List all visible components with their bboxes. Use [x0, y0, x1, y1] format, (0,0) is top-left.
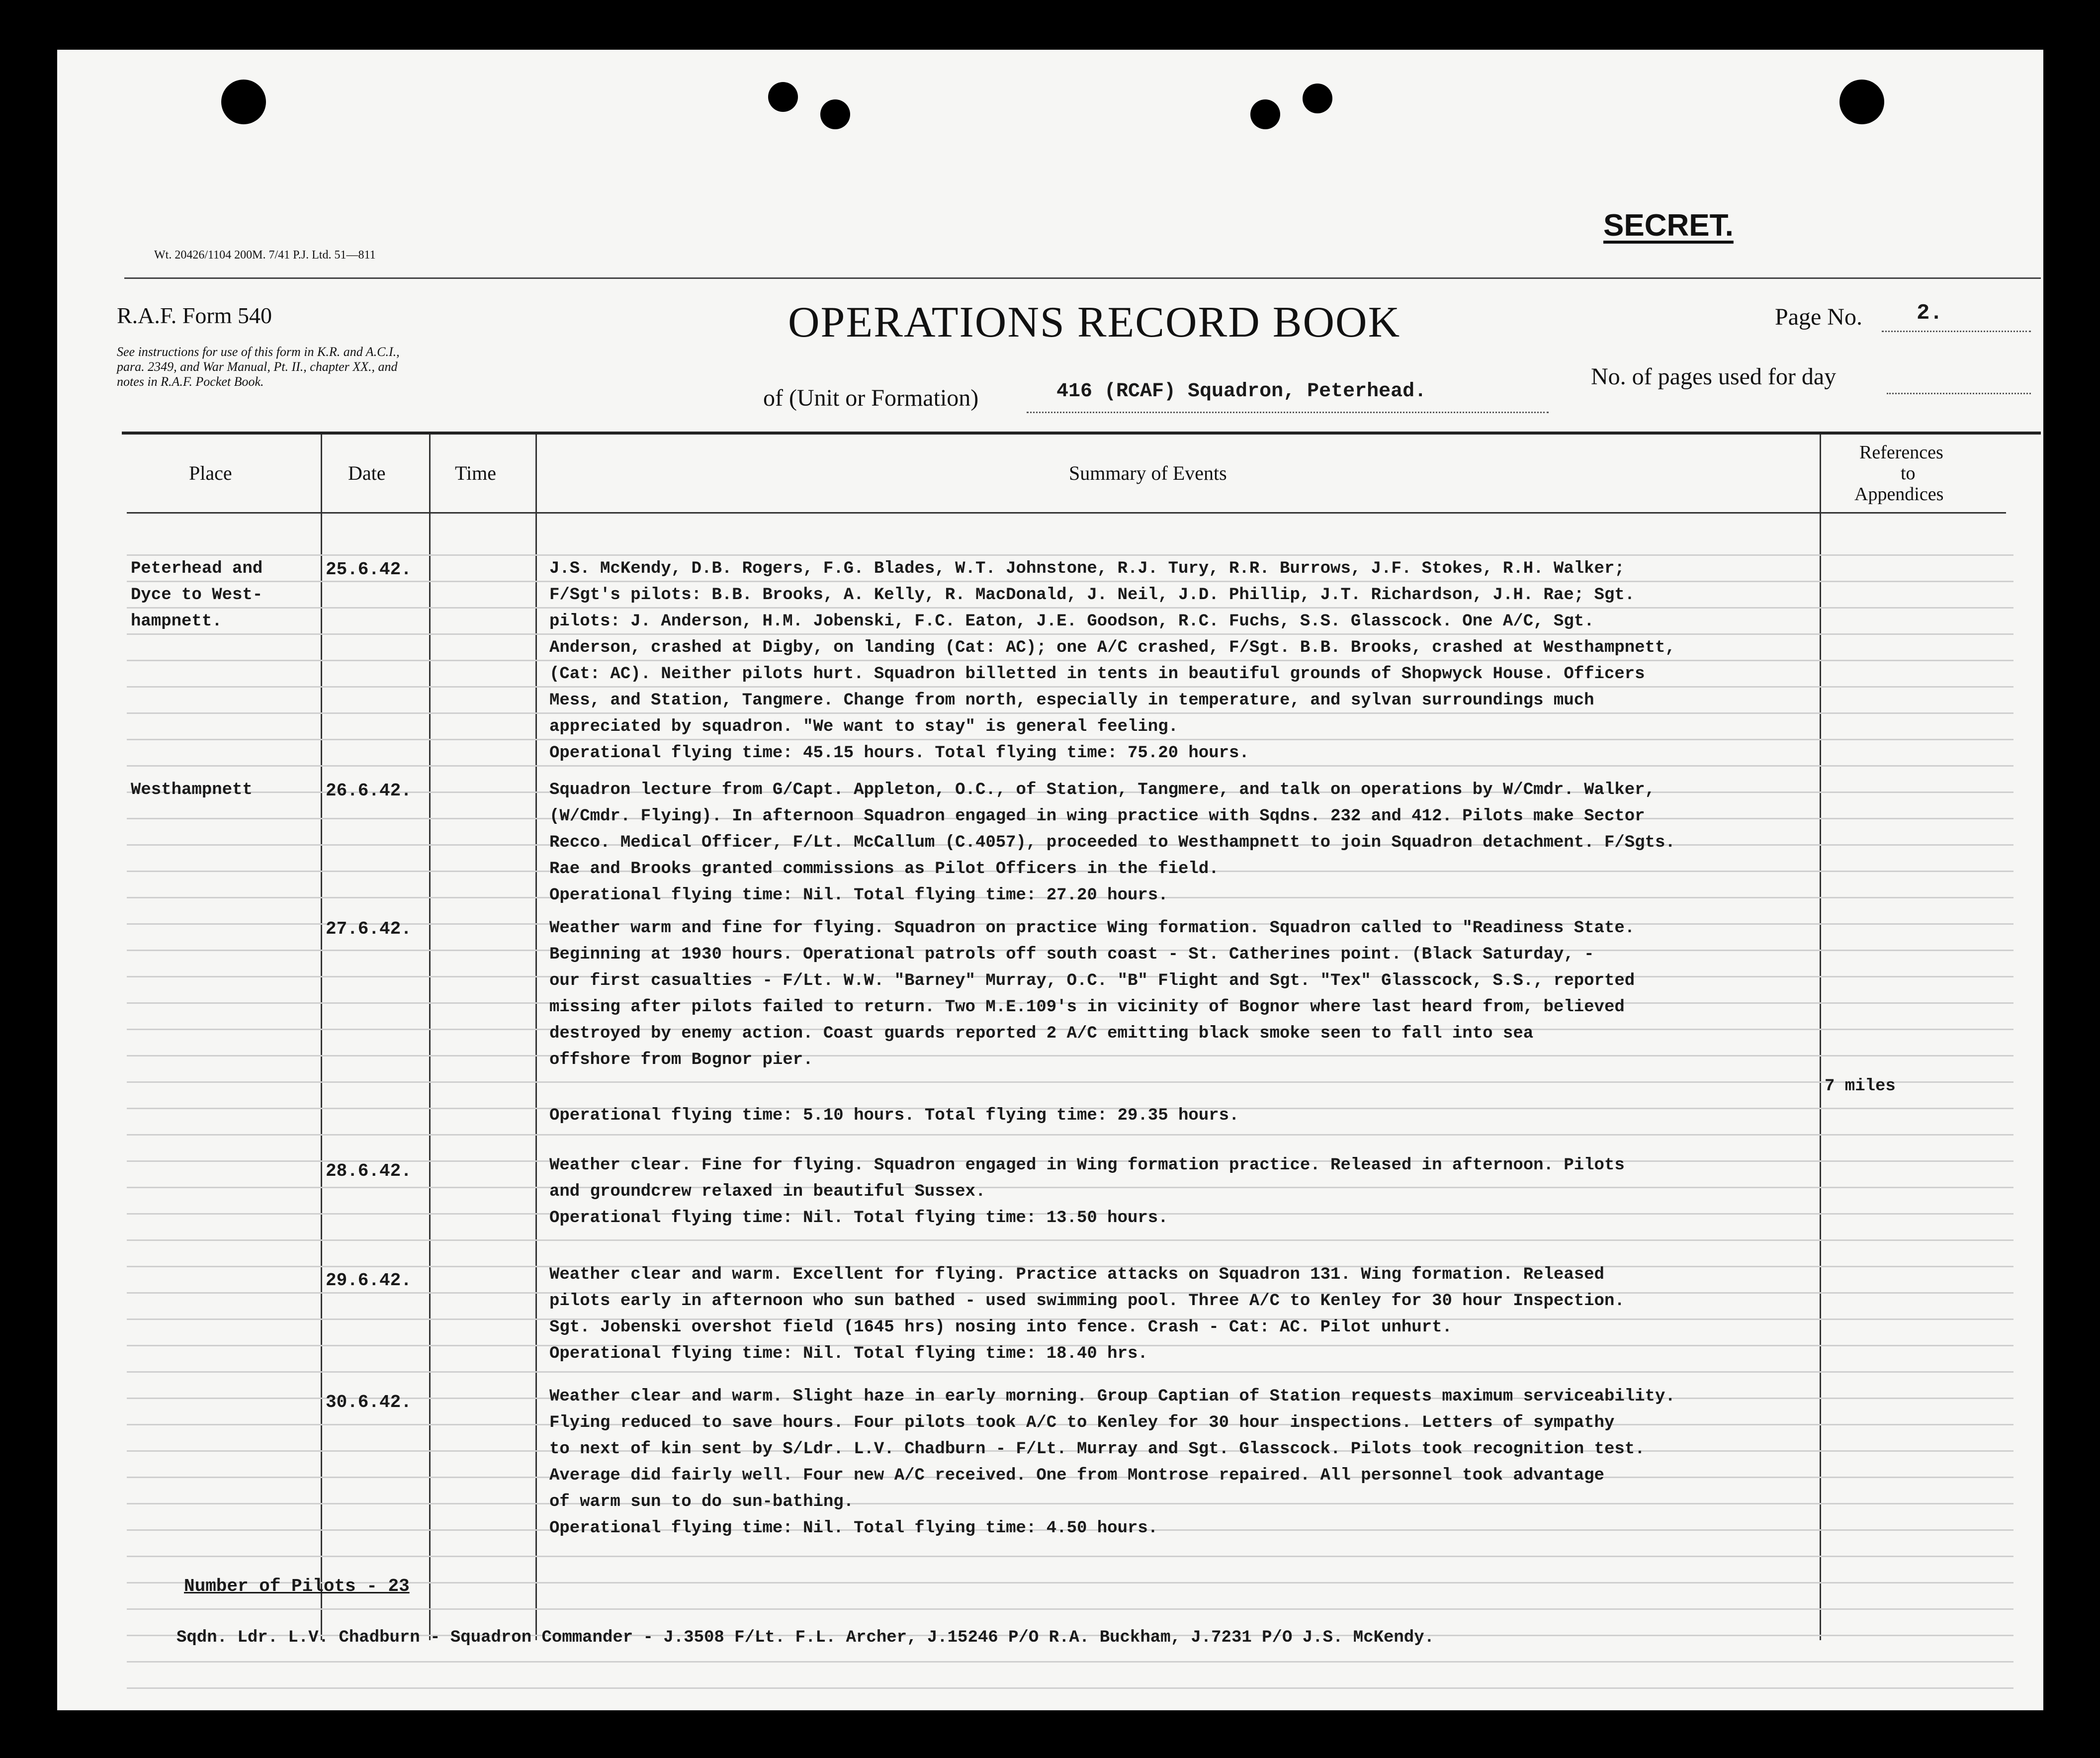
ruled-line: [127, 660, 2013, 661]
entry-flying-times: Operational flying time: 45.15 hours. Total flying time: 75.20 hours.: [549, 744, 1249, 763]
unit-label: of (Unit or Formation): [763, 385, 979, 411]
entry-summary-line: to next of kin sent by S/Ldr. L.V. Chadburn - F/Lt. Murray and Sgt. Glasscock. Pilots took recognition test.: [549, 1440, 1645, 1459]
entry-flying-times: Operational flying time: Nil. Total flying time: 18.40 hrs.: [549, 1344, 1148, 1363]
ruled-line: [127, 554, 2013, 556]
entry-summary-line: Weather clear and warm. Slight haze in early morning. Group Captian of Station requests maximum serviceability.: [549, 1387, 1675, 1406]
ruled-line: [127, 1371, 2013, 1373]
ruled-line: [127, 1503, 2013, 1504]
ruled-line: [127, 1134, 2013, 1136]
ruled-line: [127, 712, 2013, 714]
entry-summary-line: missing after pilots failed to return. Two M.E.109's in vicinity of Bognor where last heard from, believed: [549, 998, 1625, 1017]
entry-date: 29.6.42.: [326, 1270, 412, 1291]
entry-summary-line: destroyed by enemy action. Coast guards reported 2 A/C emitting black smoke seen to fall into sea: [549, 1024, 1534, 1043]
col-header-place: Place: [189, 462, 232, 484]
entry-date: 27.6.42.: [326, 919, 412, 939]
entry-summary-line: pilots: J. Anderson, H.M. Jobenski, F.C. Eaton, J.E. Goodson, R.C. Fuchs, S.S. Glasscock. One A/C, Sgt.: [549, 612, 1594, 631]
entry-summary-line: F/Sgt's pilots: B.B. Brooks, A. Kelly, R. MacDonald, J. Neil, J.D. Phillip, J.T. Richardson, J.H. Rae; Sgt.: [549, 586, 1635, 605]
entry-summary-line: Anderson, crashed at Digby, on landing (Cat: AC); one A/C crashed, F/Sgt. B.B. Brooks, crashed at Westhampnett,: [549, 638, 1675, 657]
form-sheet: [57, 50, 2043, 1710]
ruled-line: [127, 1661, 2013, 1663]
punch-hole: [820, 99, 850, 129]
entry-summary-line: Recco. Medical Officer, F/Lt. McCallum (C.4057), proceeded to Westhampnett to join Squadron detachment. F/Sgts.: [549, 833, 1675, 852]
punch-hole: [1250, 99, 1280, 129]
col-divider-date: [429, 435, 431, 1640]
entry-place: Westhampnett: [131, 781, 253, 799]
col-header-summary: Summary of Events: [1069, 462, 1227, 484]
col-divider-summary: [1820, 435, 1821, 1640]
ruled-line: [127, 607, 2013, 609]
unit-dots: [1027, 412, 1549, 414]
entry-summary-line: J.S. McKendy, D.B. Rogers, F.G. Blades, W.T. Johnstone, R.J. Tury, R.R. Burrows, J.F. Stokes, R.H. Walker;: [549, 559, 1625, 578]
col-divider-time: [535, 435, 537, 1640]
form-instructions-1: See instructions for use of this form in K.R. and A.C.I.,: [117, 345, 400, 359]
ruled-line: [127, 1055, 2013, 1056]
ruled-line: [127, 1608, 2013, 1610]
ruled-line: [127, 686, 2013, 688]
ruled-line: [127, 633, 2013, 635]
page-no-label: Page No.: [1775, 304, 1862, 330]
entry-date: 28.6.42.: [326, 1161, 412, 1181]
unit-value: 416 (RCAF) Squadron, Peterhead.: [1056, 380, 1427, 403]
pages-used-dots: [1887, 393, 2031, 395]
entry-summary-line: Weather clear. Fine for flying. Squadron engaged in Wing formation practice. Released in afternoon. Pilots: [549, 1156, 1625, 1175]
punch-hole: [1303, 84, 1332, 113]
entry-summary-line: Weather clear and warm. Excellent for flying. Practice attacks on Squadron 131. Wing formation. Released: [549, 1265, 1604, 1284]
number-of-pilots: Number of Pilots - 23: [184, 1576, 410, 1596]
punch-hole: [1839, 80, 1884, 124]
page-title: OPERATIONS RECORD BOOK: [788, 298, 1401, 347]
entry-place: hampnett.: [131, 612, 222, 631]
ruled-line: [127, 1187, 2013, 1188]
entry-summary-line: Sgt. Jobenski overshot field (1645 hrs) nosing into fence. Crash - Cat: AC. Pilot unhurt.: [549, 1318, 1452, 1337]
page-no-value: 2.: [1917, 301, 1943, 326]
print-code: Wt. 20426/1104 200M. 7/41 P.J. Ltd. 51—811: [154, 249, 376, 262]
entry-summary-line: pilots early in afternoon who sun bathed - used swimming pool. Three A/C to Kenley for 30 hour Inspection.: [549, 1292, 1625, 1311]
entry-flying-times: Operational flying time: Nil. Total flying time: 4.50 hours.: [549, 1519, 1158, 1538]
entry-summary-line: (W/Cmdr. Flying). In afternoon Squadron engaged in wing practice with Sqdns. 232 and 412. Pilots make Sector: [549, 807, 1645, 826]
entry-summary-line: Weather warm and fine for flying. Squadron on practice Wing formation. Squadron called to "Readiness State.: [549, 919, 1635, 938]
col-divider-place: [321, 435, 322, 1640]
ruled-line: [127, 739, 2013, 740]
col-header-date: Date: [348, 462, 386, 484]
entry-summary-line: Beginning at 1930 hours. Operational patrols off south coast - St. Catherines point. (Black Saturday, -: [549, 945, 1594, 964]
ruled-line: [127, 765, 2013, 767]
table-top-rule: [122, 432, 2041, 435]
entry-flying-times: Operational flying time: Nil. Total flying time: 27.20 hours.: [549, 886, 1168, 905]
entry-date: 30.6.42.: [326, 1392, 412, 1412]
form-instructions-3: notes in R.A.F. Pocket Book.: [117, 374, 264, 389]
header-divider: [124, 277, 2041, 279]
entry-date: 26.6.42.: [326, 781, 412, 801]
squadron-roster: Sqdn. Ldr. L.V. Chadburn - Squadron Commander - J.3508 F/Lt. F.L. Archer, J.15246 P/O R.A. Buckham, J.7231 P/O J.S. McKendy.: [176, 1628, 1435, 1647]
col-header-references-to: to: [1901, 463, 1916, 484]
entry-summary-line: our first casualties - F/Lt. W.W. "Barney" Murray, O.C. "B" Flight and Sgt. "Tex" Glasscock, S.S., reported: [549, 971, 1635, 990]
form-number: R.A.F. Form 540: [117, 303, 272, 328]
ruled-line: [127, 1081, 2013, 1083]
entry-summary-line: Rae and Brooks granted commissions as Pilot Officers in the field.: [549, 860, 1219, 879]
entry-date: 25.6.42.: [326, 559, 412, 580]
entry-place: Peterhead and: [131, 559, 263, 578]
page-no-dots: [1882, 331, 2031, 333]
entry-summary-line: Mess, and Station, Tangmere. Change from north, especially in temperature, and sylvan surroundings much: [549, 691, 1594, 710]
ruled-line: [127, 581, 2013, 582]
col-header-references: References: [1859, 442, 1943, 463]
col-header-time: Time: [455, 462, 497, 484]
ruled-line: [127, 1239, 2013, 1241]
pages-used-label: No. of pages used for day: [1591, 363, 1837, 390]
ruled-line: [127, 1556, 2013, 1557]
entry-summary-line: (Cat: AC). Neither pilots hurt. Squadron billetted in tents in beautiful grounds of Shopwyck House. Officers: [549, 665, 1645, 684]
form-instructions-2: para. 2349, and War Manual, Pt. II., chapter XX., and: [117, 359, 398, 374]
entry-summary-line: and groundcrew relaxed in beautiful Sussex.: [549, 1182, 986, 1201]
entry-flying-times: Operational flying time: Nil. Total flying time: 13.50 hours.: [549, 1209, 1168, 1228]
entry-summary-line: Squadron lecture from G/Capt. Appleton, O.C., of Station, Tangmere, and talk on operations by W/Cmdr. Walker,: [549, 781, 1655, 799]
entry-summary-line: Average did fairly well. Four new A/C received. One from Montrose repaired. All personnel took advantage: [549, 1466, 1604, 1485]
col-header-appendices: Appendices: [1854, 484, 1944, 505]
reference-note: 7 miles: [1825, 1077, 1896, 1096]
punch-hole: [768, 82, 798, 112]
punch-hole: [221, 80, 266, 124]
secret-stamp: SECRET.: [1603, 208, 1734, 243]
table-header-rule: [127, 512, 2006, 514]
entry-summary-line: appreciated by squadron. "We want to stay" is general feeling.: [549, 717, 1179, 736]
ruled-line: [127, 1687, 2013, 1689]
entry-summary-line: Flying reduced to save hours. Four pilots took A/C to Kenley for 30 hour inspections. Letters of sympathy: [549, 1413, 1615, 1432]
ruled-line: [127, 1582, 2013, 1583]
entry-place: Dyce to West-: [131, 586, 263, 605]
entry-summary-line: offshore from Bognor pier.: [549, 1051, 813, 1069]
entry-summary-line: of warm sun to do sun-bathing.: [549, 1493, 854, 1511]
entry-flying-times: Operational flying time: 5.10 hours. Total flying time: 29.35 hours.: [549, 1106, 1239, 1125]
